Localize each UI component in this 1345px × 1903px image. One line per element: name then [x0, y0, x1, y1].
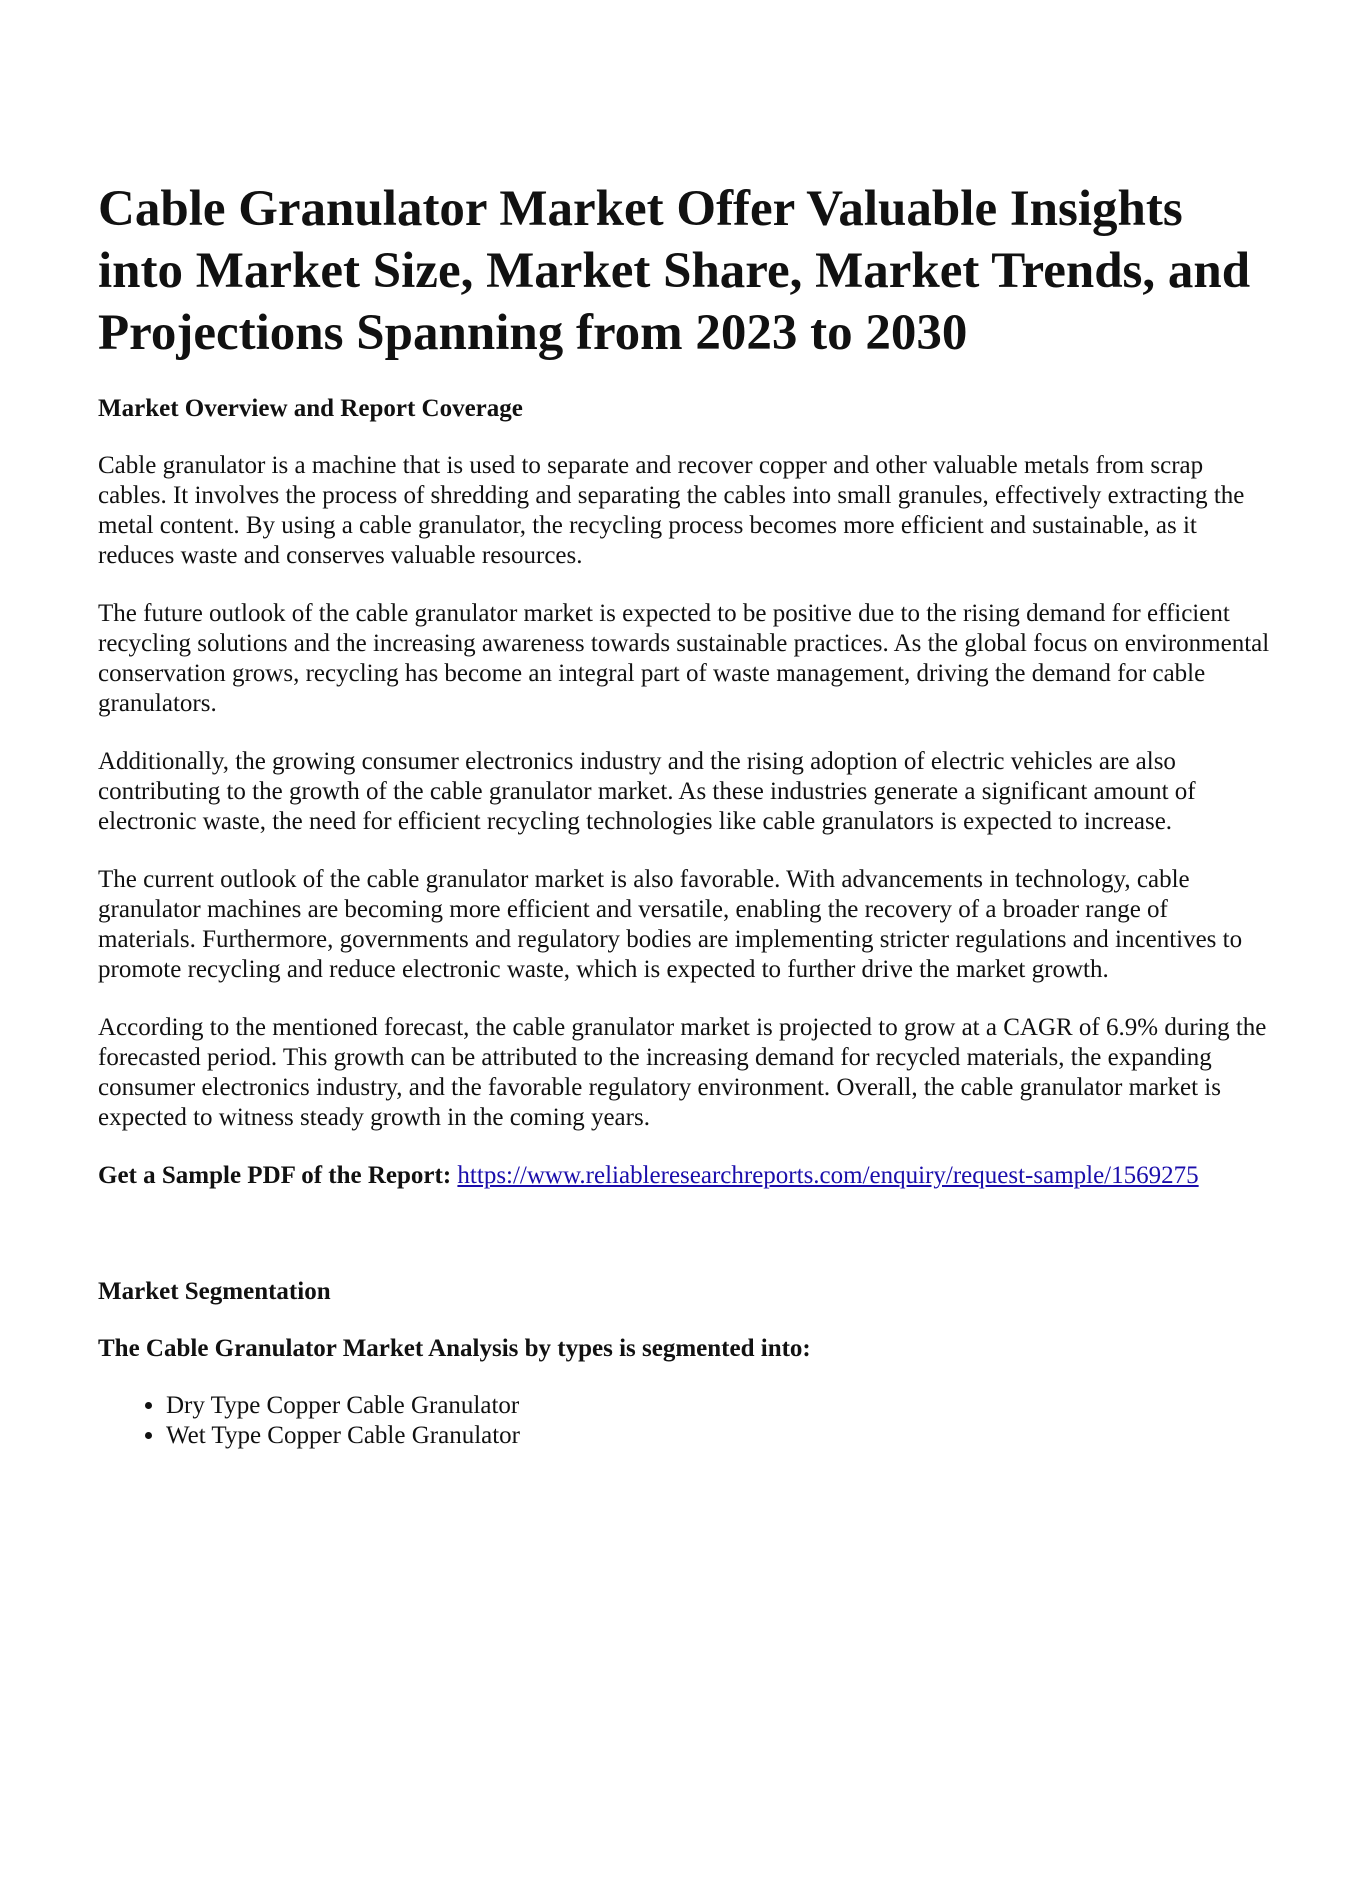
document-page	[98, 178, 1270, 1451]
paragraph-forecast: According to the mentioned forecast, the cable granulator market is projected to grow at a CAGR of 6.9% during the forecasted period. This growth can be attributed to the increasing demand for recycled materials, the expanding consumer electronics industry, and the favorable regulatory environment. Overall, the cable granulator market is expected to witness steady growth in the coming years.	[98, 1014, 1267, 1131]
sample-report-link[interactable]: https://www.reliableresearchreports.com/enquiry/request-sample/1569275	[457, 1162, 1199, 1189]
sample-report-line	[98, 1161, 1270, 1191]
sample-report-label: Get a Sample PDF of the Report:	[98, 1162, 452, 1189]
types-list	[98, 1391, 1270, 1451]
paragraph-future-outlook: The future outlook of the cable granulator market is expected to be positive due to the rising demand for efficient recycling solutions and the increasing awareness towards sustainable practices. As the global focus on environmental conservation grows, recycling has become an integral part of waste management, driving the demand for cable granulators.	[98, 600, 1270, 717]
paragraph-current-outlook: The current outlook of the cable granulator market is also favorable. With advancements in technology, cable granulator machines are becoming more efficient and versatile, enabling the recovery of a broader range of materials. Furthermore, governments and regulatory bodies are implementing stricter regulations and incentives to promote recycling and reduce electronic waste, which is expected to further drive the market growth.	[98, 866, 1243, 983]
section-spacer	[98, 1191, 1270, 1277]
segmentation-heading: Market Segmentation	[98, 1278, 331, 1305]
article-title: Cable Granulator Market Offer Valuable Insights into Market Size, Market Share, Market Trends, and Projections Spanning from 2023 to 2030	[98, 181, 1251, 361]
overview-heading: Market Overview and Report Coverage	[98, 395, 523, 422]
list-item: • Wet Type Copper Cable Granulator	[166, 1421, 1270, 1451]
paragraph-growth-drivers: Additionally, the growing consumer electronics industry and the rising adoption of electric vehicles are also contributing to the growth of the cable granulator market. As these industries generate a significant amount of electronic waste, the need for efficient recycling technologies like cable granulators is expected to increase.	[98, 748, 1196, 835]
list-item: • Dry Type Copper Cable Granulator	[166, 1391, 1270, 1421]
types-heading: The Cable Granulator Market Analysis by types is segmented into:	[98, 1335, 811, 1362]
paragraph-definition: Cable granulator is a machine that is used to separate and recover copper and other valuable metals from scrap cables. It involves the process of shredding and separating the cables into small granules, effectively extracting the metal content. By using a cable granulator, the recycling process becomes more efficient and sustainable, as it reduces waste and conserves valuable resources.	[98, 452, 1245, 569]
